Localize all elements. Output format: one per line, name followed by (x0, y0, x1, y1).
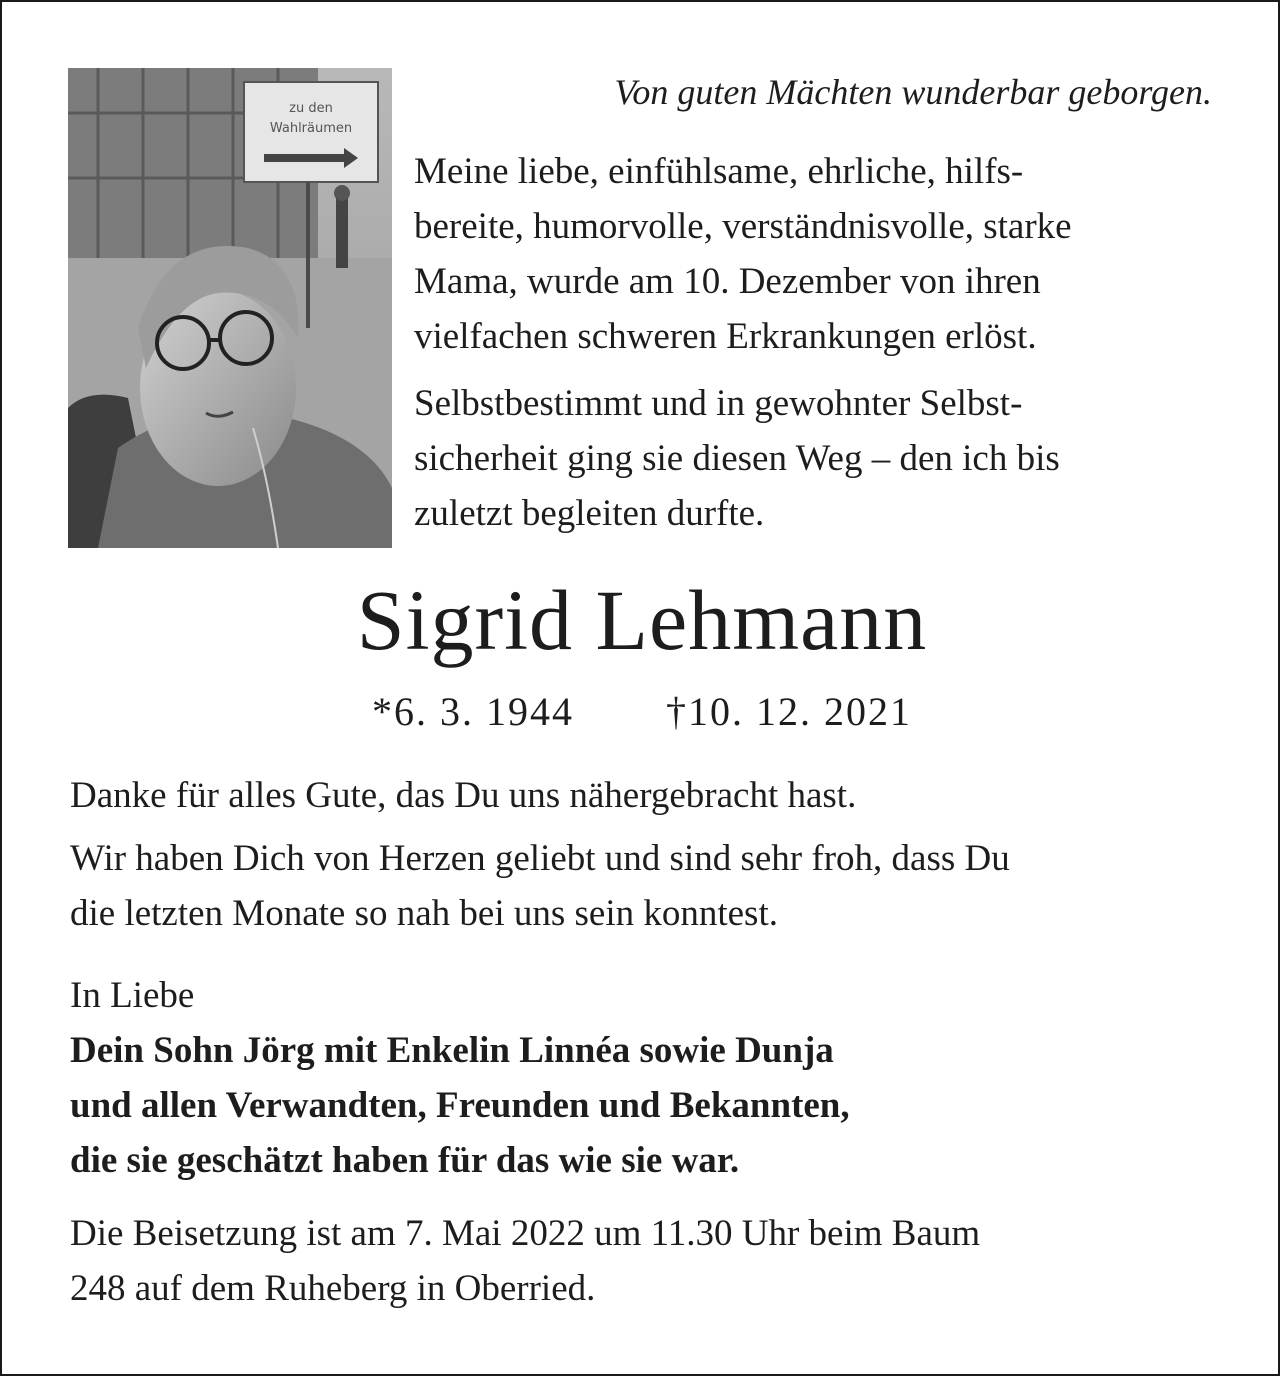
greeting: In Liebe (70, 975, 195, 1016)
intro-line: zuletzt begleiten durfte. (414, 493, 765, 534)
death-date: †10. 12. 2021 (666, 689, 912, 734)
intro-paragraph-2 (414, 376, 1214, 541)
mourner-line: die sie geschätzt haben für das wie sie war. (70, 1140, 740, 1181)
intro-line: Selbstbestimmt und in gewohnter Selbst- (414, 383, 1023, 424)
funeral-line: 248 auf dem Ruheberg in Oberried. (70, 1268, 596, 1309)
funeral-info (70, 1206, 1220, 1316)
portrait-photo-image (68, 68, 392, 548)
thanks-line: die letzten Monate so nah bei uns sein konntest. (70, 893, 778, 934)
intro-line: sicherheit ging sie diesen Weg – den ich bis (414, 438, 1060, 479)
thanks-line: Wir haben Dich von Herzen geliebt und sind sehr froh, dass Du (70, 838, 1010, 879)
deceased-name: Sigrid Lehmann (356, 572, 928, 668)
sign-text-line1: zu den (289, 101, 333, 116)
intro-text (414, 144, 1214, 553)
intro-line: bereite, humorvolle, verständnisvolle, starke (414, 206, 1072, 247)
intro-line: Meine liebe, einfühlsame, ehrliche, hilfs- (414, 151, 1024, 192)
thanks-text (70, 768, 1220, 949)
intro-line: Mama, wurde am 10. Dezember von ihren (414, 261, 1041, 302)
life-dates (2, 686, 1280, 738)
signature-block (70, 968, 1220, 1188)
mourner-line: und allen Verwandten, Freunden und Bekannten, (70, 1085, 850, 1126)
thanks-line-1: Danke für alles Gute, das Du uns nähergebracht hast. (70, 775, 857, 816)
sign-text-line2: Wahlräumen (269, 121, 353, 136)
intro-line: vielfachen schweren Erkrankungen erlöst. (414, 316, 1037, 357)
funeral-line: Die Beisetzung ist am 7. Mai 2022 um 11.30 Uhr beim Baum (70, 1213, 981, 1254)
motto: Von guten Mächten wunderbar geborgen. (614, 72, 1212, 112)
mourner-line: Dein Sohn Jörg mit Enkelin Linnéa sowie Dunja (70, 1030, 834, 1071)
thanks-paragraph-2 (70, 831, 1220, 941)
birth-date: *6. 3. 1944 (372, 689, 574, 734)
portrait-photo (68, 68, 392, 548)
intro-paragraph-1 (414, 144, 1214, 364)
